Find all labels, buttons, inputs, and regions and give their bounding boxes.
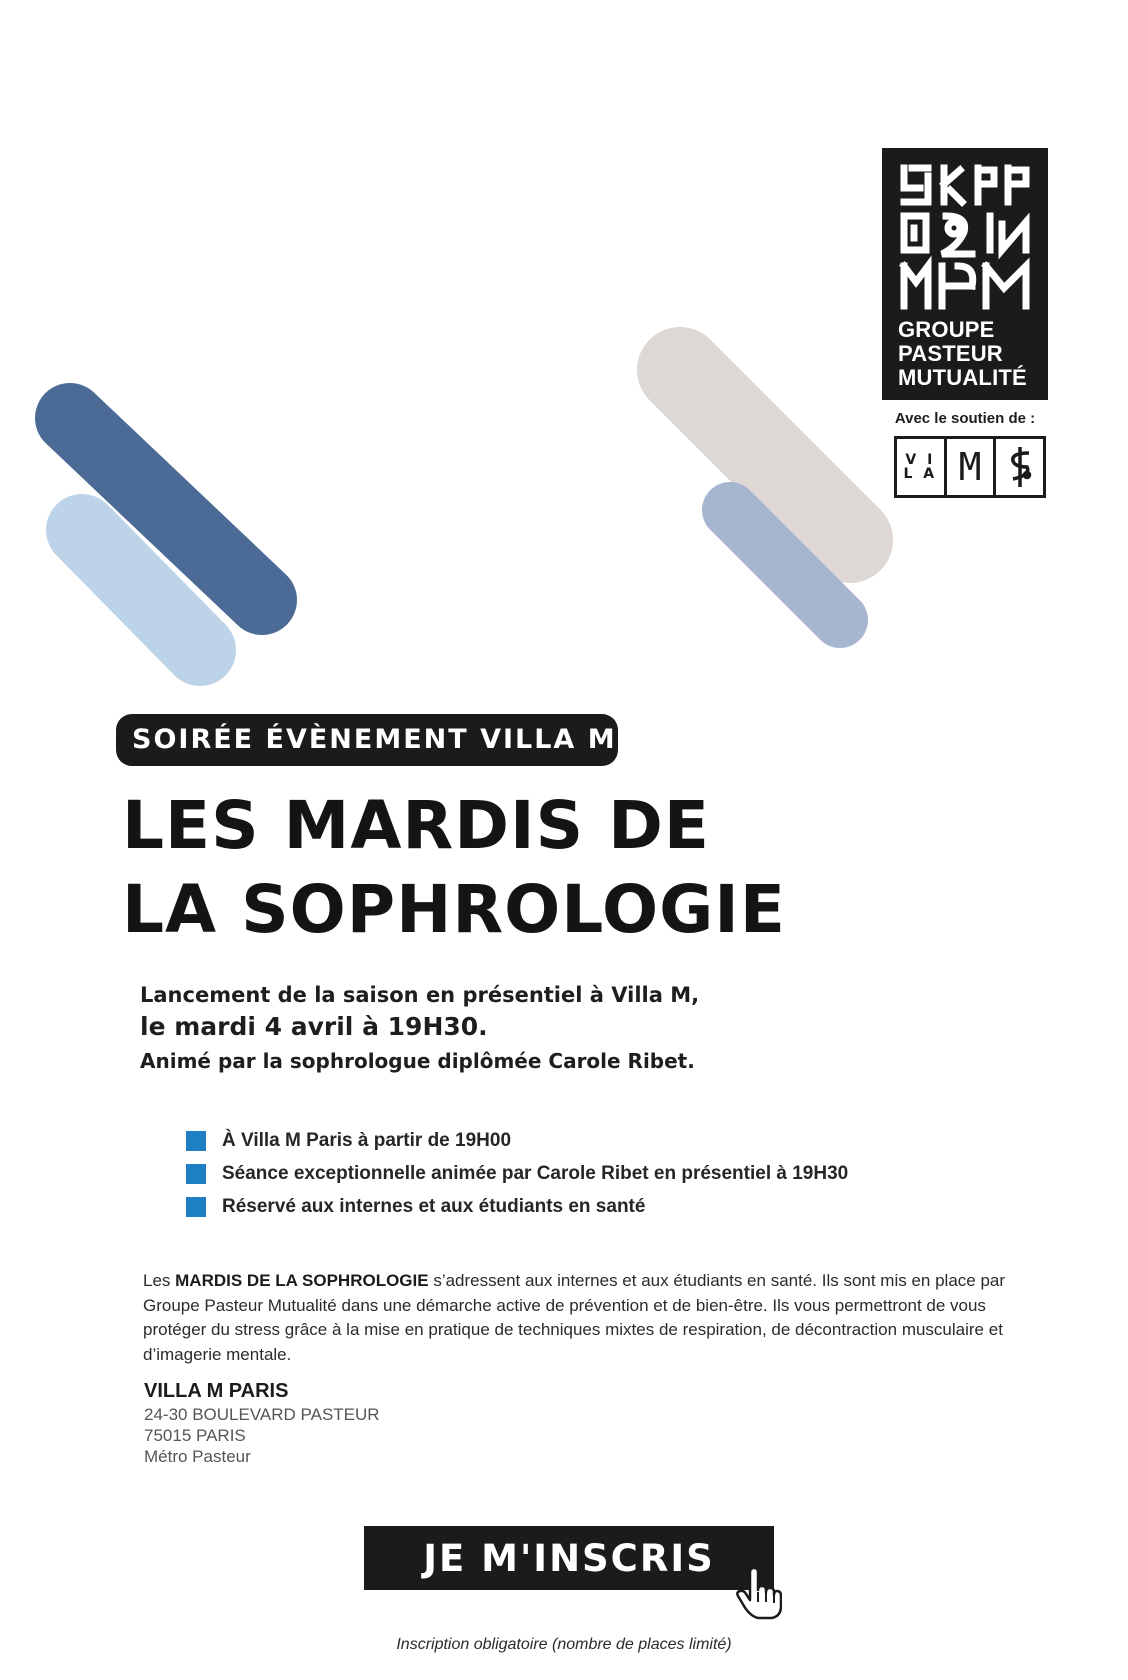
caduceus-icon	[996, 439, 1043, 495]
gpm-name-line: PASTEUR	[898, 341, 1003, 366]
villa-logo-letters	[897, 439, 947, 495]
venue-street: 24-30 BOULEVARD PASTEUR	[144, 1405, 380, 1424]
gpm-name-line: GROUPE	[898, 317, 995, 342]
villa-logo-la: L A	[903, 466, 938, 482]
list-item-text: À Villa M Paris à partir de 19H00	[222, 1129, 512, 1151]
intro-date: le mardi 4 avril à 19H30.	[140, 1012, 488, 1041]
bullet-square-icon	[186, 1164, 206, 1184]
title-line: LA SOPHROLOGIE	[122, 871, 786, 948]
hero-photo-stripes	[0, 0, 920, 700]
venue-metro: Métro Pasteur	[144, 1447, 251, 1466]
venue-address	[144, 1378, 380, 1467]
venue-name: VILLA M PARIS	[144, 1380, 289, 1402]
support-label: Avec le soutien de :	[894, 410, 1036, 427]
list-item	[186, 1124, 848, 1157]
bullet-square-icon	[186, 1131, 206, 1151]
info-list	[186, 1124, 848, 1223]
venue-city: 75015 PARIS	[144, 1426, 246, 1445]
bullet-square-icon	[186, 1197, 206, 1217]
hand-pointer-icon	[736, 1568, 782, 1620]
list-item	[186, 1190, 848, 1223]
description-body: s’adressent aux internes et aux étudiants en santé. Ils sont mis en place par Groupe Pasteur Mutualité dans une démarche active de prévention et de bien-être. Ils vous permettront de vous protéger du stress grâce à la mise en pratique de techniques mixtes de respiration, de décontraction musculaire et d’imagerie mentale.	[143, 1271, 1006, 1364]
register-button[interactable]: JE M'INSCRIS	[364, 1526, 774, 1590]
villa-logo-m: M	[947, 439, 997, 495]
list-item-text: Réservé aux internes et aux étudiants en santé	[222, 1195, 646, 1217]
list-item	[186, 1157, 848, 1190]
event-label-badge: SOIRÉE ÉVÈNEMENT VILLA M	[116, 714, 618, 766]
title-line: LES MARDIS DE	[122, 787, 710, 864]
registration-note: Inscription obligatoire (nombre de places limité)	[396, 1636, 732, 1653]
list-item-text: Séance exceptionnelle animée par Carole Ribet en présentiel à 19H30	[222, 1162, 849, 1184]
description-highlight: MARDIS DE LA SOPHROLOGIE	[175, 1271, 429, 1290]
gpm-emblem-icon	[898, 162, 1034, 312]
intro-line: Animé par la sophrologue diplômée Carole Ribet.	[140, 1049, 695, 1073]
intro-text	[140, 980, 699, 1078]
groupe-pasteur-mutualite-logo	[882, 148, 1048, 400]
description-paragraph	[143, 1269, 1013, 1367]
villa-logo-vi: V I	[905, 452, 936, 468]
page-title	[122, 784, 786, 952]
description-prefix: Les	[143, 1271, 176, 1290]
intro-line: Lancement de la saison en présentiel à Villa M,	[140, 983, 700, 1007]
villa-m-logo	[894, 436, 1046, 498]
gpm-name-line: MUTUALITÉ	[898, 365, 1027, 390]
gpm-name	[898, 318, 1034, 390]
